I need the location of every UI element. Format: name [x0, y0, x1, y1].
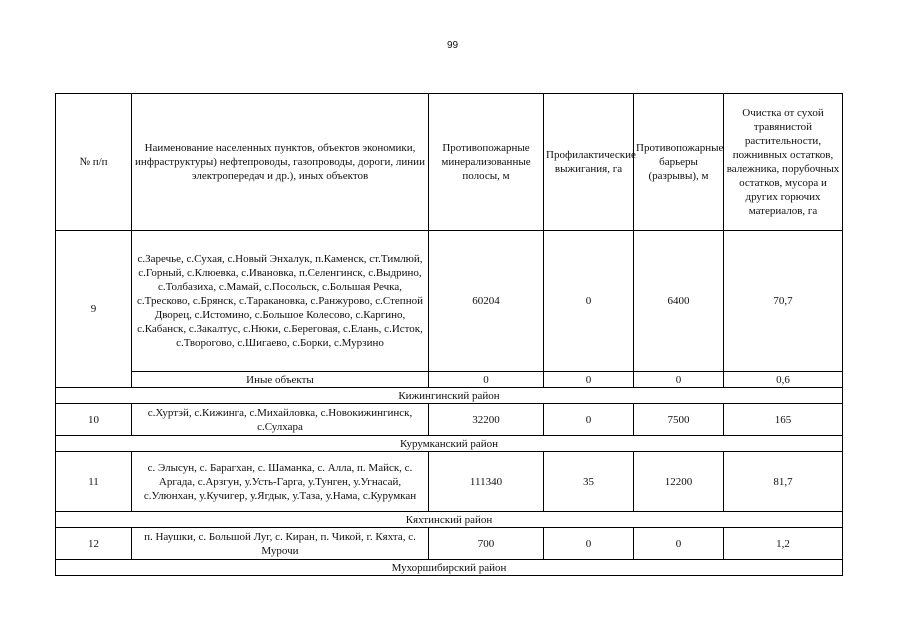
barriers-cell: 0 [634, 372, 724, 388]
district-row [56, 560, 843, 576]
page-number: 99 [446, 40, 459, 51]
district-name-mukhorshibir: Мухоршибирский район [56, 560, 843, 576]
burn-cell: 35 [544, 452, 634, 512]
barriers-cell: 7500 [634, 404, 724, 436]
settlements-cell: с. Элысун, с. Барагхан, с. Шаманка, с. Алла, п. Майск, с. Аргада, с.Арзгун, у.Усть-Гарга, у.Тунген, у.Угнасай, с.Улюнхан, у.Кучигер, у.Ягдык, у.Таза, у.Нама, с.Курумкан [132, 452, 429, 512]
cleaning-cell: 0,6 [724, 372, 843, 388]
burn-cell: 0 [544, 528, 634, 560]
other-objects-label: Иные объекты [132, 372, 429, 388]
burn-cell: 0 [544, 372, 634, 388]
burn-cell: 0 [544, 404, 634, 436]
district-row [56, 512, 843, 528]
strips-cell: 32200 [429, 404, 544, 436]
header-name: Наименование населенных пунктов, объектов экономики, инфраструктуры) нефтепроводы, газопроводы, дороги, линии электропередач и др.), иных объектов [132, 94, 429, 231]
strips-cell: 60204 [429, 231, 544, 372]
district-row [56, 388, 843, 404]
district-name-kyakhta: Кяхтинский район [56, 512, 843, 528]
cleaning-cell: 1,2 [724, 528, 843, 560]
barriers-cell: 0 [634, 528, 724, 560]
header-barriers: Противопожарные барьеры (разрывы), м [634, 94, 724, 231]
table-row-other-objects [56, 372, 843, 388]
district-name-kurumkan: Курумканский район [56, 436, 843, 452]
row-number: 12 [56, 528, 132, 560]
row-number: 10 [56, 404, 132, 436]
barriers-cell: 12200 [634, 452, 724, 512]
table-row [56, 404, 843, 436]
settlements-cell: с.Заречье, с.Сухая, с.Новый Энхалук, п.Каменск, ст.Тимлюй, с.Горный, с.Клюевка, с.Ивановка, п.Селенгинск, с.Выдрино, с.Толбазиха, с.Мамай, с.Посольск, с.Большая Речка, с.Тресково, с.Брянск, с.Таракановка, с.Ранжурово, с.Степной Дворец, с.Истомино, с.Большое Колесово, с.Каргино, с.Кабанск, с.Закалтус, с.Нюки, с.Береговая, с.Елань, с.Исток, с.Творогово, с.Шигаево, с.Борки, с.Мурзино [132, 231, 429, 372]
barriers-cell: 6400 [634, 231, 724, 372]
header-num: № п/п [56, 94, 132, 231]
settlements-cell: с.Хуртэй, с.Кижинга, с.Михайловка, с.Новокижингинск, с.Сулхара [132, 404, 429, 436]
district-name-kizhinga: Кижингинский район [56, 388, 843, 404]
district-row [56, 436, 843, 452]
table-row [56, 231, 843, 372]
table-row [56, 528, 843, 560]
header-cleaning: Очистка от сухой травянистой растительности, пожнивных остатков, валежника, порубочных остатков, мусора и других горючих материалов, га [724, 94, 843, 231]
row-number: 9 [56, 231, 132, 388]
header-burn: Профилактические выжигания, га [544, 94, 634, 231]
table-row [56, 452, 843, 512]
row-number: 11 [56, 452, 132, 512]
strips-cell: 0 [429, 372, 544, 388]
cleaning-cell: 70,7 [724, 231, 843, 372]
cleaning-cell: 81,7 [724, 452, 843, 512]
table-header-row [56, 94, 843, 231]
cleaning-cell: 165 [724, 404, 843, 436]
fire-prevention-table [55, 93, 843, 576]
settlements-cell: п. Наушки, с. Большой Луг, с. Киран, п. Чикой, г. Кяхта, с. Мурочи [132, 528, 429, 560]
burn-cell: 0 [544, 231, 634, 372]
strips-cell: 700 [429, 528, 544, 560]
header-strips: Противопожарные минерализованные полосы, м [429, 94, 544, 231]
strips-cell: 111340 [429, 452, 544, 512]
